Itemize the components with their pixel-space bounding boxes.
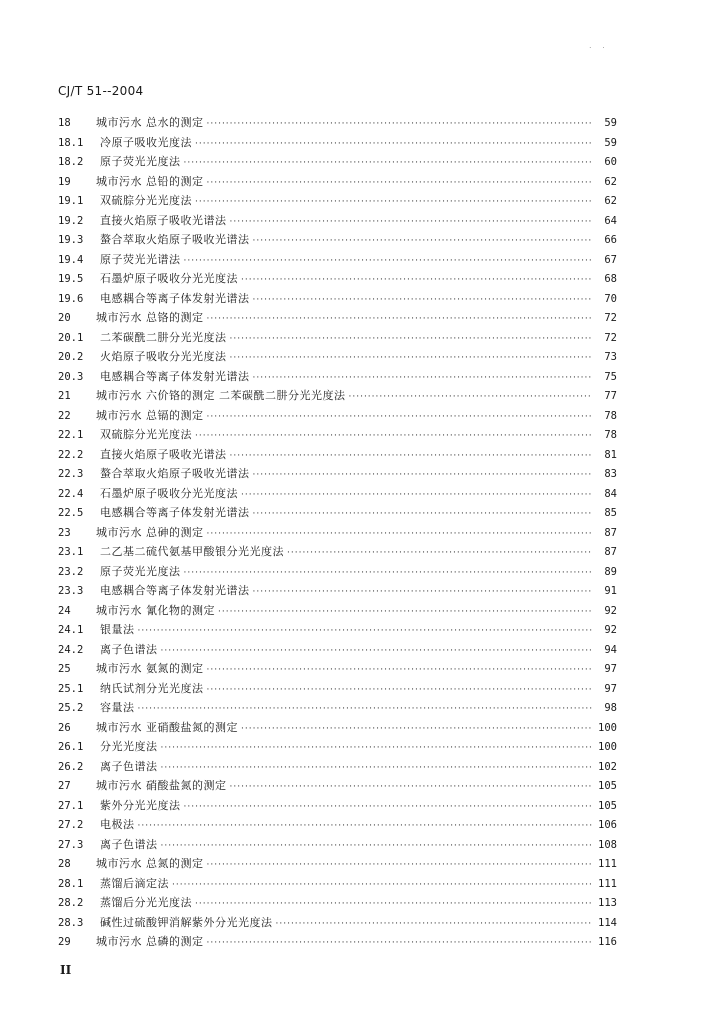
toc-dot-leader — [230, 330, 593, 350]
toc-entry-number: 19.1 — [58, 195, 84, 207]
toc-entry-page: 66 — [604, 234, 617, 246]
toc-entry[interactable] — [58, 172, 617, 192]
toc-dot-leader — [230, 447, 593, 467]
toc-entry-title: 蒸馏后滴定法 — [100, 876, 169, 890]
toc-entry[interactable] — [58, 698, 617, 718]
toc-entry-page: 102 — [598, 760, 617, 773]
toc-entry[interactable] — [58, 893, 617, 913]
toc-entry-title: 城市污水 六价铬的测定 二苯碳酰二肼分光光度法 — [96, 389, 346, 402]
toc-entry-page: 62 — [604, 195, 617, 207]
toc-entry-page: 62 — [604, 175, 617, 188]
toc-entry[interactable] — [58, 152, 617, 172]
toc-dot-leader — [241, 720, 592, 740]
toc-entry[interactable] — [58, 367, 617, 387]
toc-entry-page: 81 — [604, 448, 617, 461]
toc-entry-page: 114 — [598, 916, 617, 929]
toc-entry-title: 离子色谱法 — [100, 759, 158, 773]
toc-entry-number: 23.3 — [58, 585, 84, 597]
toc-entry-page: 87 — [604, 546, 617, 558]
toc-entry-title: 城市污水 总铅的测定 — [96, 174, 204, 188]
toc-entry[interactable] — [58, 191, 617, 211]
toc-entry[interactable] — [58, 386, 617, 406]
toc-entry[interactable] — [58, 523, 617, 543]
toc-entry-page: 59 — [604, 117, 617, 129]
toc-entry-number: 28.3 — [58, 916, 84, 929]
toc-entry-number: 28.1 — [58, 877, 84, 890]
toc-dot-leader — [184, 798, 593, 818]
toc-entry[interactable] — [58, 503, 617, 523]
toc-entry-page: 91 — [604, 585, 617, 597]
toc-entry-title: 紫外分光光度法 — [100, 798, 181, 812]
toc-entry-number: 27.1 — [58, 799, 84, 812]
toc-dot-leader — [207, 661, 593, 681]
toc-entry[interactable] — [58, 562, 617, 582]
toc-entry-number: 19.2 — [58, 214, 84, 227]
toc-entry-number: 24 — [58, 604, 71, 617]
toc-entry-page: 105 — [598, 780, 617, 792]
toc-dot-leader — [253, 505, 593, 525]
toc-entry-number: 22.1 — [58, 429, 84, 441]
toc-entry-page: 68 — [604, 273, 617, 285]
toc-entry-page: 100 — [598, 741, 617, 753]
toc-entry-title: 螯合萃取火焰原子吸收光谱法 — [100, 467, 250, 480]
toc-entry[interactable] — [58, 542, 617, 562]
toc-dot-leader — [253, 583, 593, 603]
toc-entry-title: 石墨炉原子吸收分光光度法 — [100, 486, 238, 500]
toc-dot-leader — [195, 135, 592, 155]
toc-entry-page: 113 — [598, 897, 617, 909]
toc-dot-leader — [241, 486, 592, 506]
toc-entry-number: 25 — [58, 663, 71, 675]
toc-dot-leader — [230, 349, 593, 369]
toc-entry[interactable] — [58, 445, 617, 465]
toc-entry[interactable] — [58, 913, 617, 933]
toc-dot-leader — [138, 817, 593, 837]
toc-dot-leader — [195, 193, 592, 213]
toc-entry-number: 20.3 — [58, 370, 84, 383]
toc-dot-leader — [207, 934, 593, 954]
toc-entry[interactable] — [58, 464, 617, 484]
toc-entry-number: 19.5 — [58, 273, 84, 285]
toc-entry-number: 19.6 — [58, 292, 84, 305]
toc-entry-number: 24.2 — [58, 643, 84, 656]
toc-entry-page: 111 — [598, 877, 617, 890]
toc-entry[interactable] — [58, 269, 617, 289]
toc-dot-leader — [184, 252, 593, 272]
toc-entry-number: 20.2 — [58, 351, 84, 363]
toc-dot-leader — [207, 115, 593, 135]
toc-entry-page: 78 — [604, 409, 617, 422]
scan-marks: . . — [589, 41, 609, 50]
toc-entry-title: 原子荧光光度法 — [100, 564, 181, 578]
toc-entry-page: 108 — [598, 838, 617, 851]
toc-entry-page: 83 — [604, 468, 617, 480]
toc-entry-number: 26.1 — [58, 741, 84, 753]
toc-entry-page: 97 — [604, 663, 617, 675]
toc-entry-number: 23.2 — [58, 565, 84, 578]
toc-entry-page: 111 — [598, 858, 617, 870]
toc-entry-number: 23 — [58, 526, 71, 539]
toc-entry-page: 89 — [604, 565, 617, 578]
toc-entry-page: 60 — [604, 156, 617, 168]
toc-entry-page: 100 — [598, 721, 617, 734]
toc-entry-number: 19.4 — [58, 253, 84, 266]
toc-entry-page: 73 — [604, 351, 617, 363]
toc-entry[interactable] — [58, 835, 617, 855]
toc-entry-title: 电极法 — [100, 818, 135, 831]
toc-entry-page: 97 — [604, 682, 617, 695]
toc-entry-page: 84 — [604, 487, 617, 500]
toc-entry[interactable] — [58, 250, 617, 270]
toc-entry-title: 直接火焰原子吸收光谱法 — [100, 447, 227, 461]
toc-dot-leader — [195, 427, 592, 447]
toc-entry[interactable] — [58, 854, 617, 874]
toc-entry-number: 25.1 — [58, 682, 84, 695]
toc-entry[interactable] — [58, 620, 617, 640]
toc-entry-number: 27.2 — [58, 819, 84, 831]
toc-entry-number: 21 — [58, 390, 71, 402]
toc-entry-number: 22.5 — [58, 507, 84, 519]
toc-entry-number: 24.1 — [58, 624, 84, 636]
toc-dot-leader — [161, 739, 593, 759]
toc-entry[interactable] — [58, 289, 617, 309]
toc-entry[interactable] — [58, 133, 617, 153]
toc-entry-number: 22.2 — [58, 448, 84, 461]
toc-entry-title: 蒸馏后分光光度法 — [100, 896, 192, 909]
standard-code-header: CJ/T 51--2004 — [58, 84, 144, 98]
toc-dot-leader — [253, 232, 593, 252]
toc-dot-leader — [207, 310, 593, 330]
toc-dot-leader — [207, 681, 593, 701]
toc-dot-leader — [207, 856, 593, 876]
toc-entry-title: 城市污水 氰化物的测定 — [96, 603, 215, 617]
toc-entry-title: 城市污水 氨氮的测定 — [96, 662, 204, 675]
toc-entry-title: 电感耦合等离子体发射光谱法 — [100, 369, 250, 383]
toc-entry-number: 25.2 — [58, 702, 84, 714]
toc-entry-title: 城市污水 总水的测定 — [96, 116, 204, 129]
toc-entry[interactable] — [58, 601, 617, 621]
toc-entry[interactable] — [58, 113, 617, 133]
toc-entry-title: 城市污水 总砷的测定 — [96, 525, 204, 539]
toc-entry-page: 85 — [604, 507, 617, 519]
toc-entry-number: 18.2 — [58, 156, 84, 168]
toc-entry-title: 城市污水 总铬的测定 — [96, 311, 204, 324]
toc-dot-leader — [276, 915, 593, 935]
toc-entry-title: 电感耦合等离子体发射光谱法 — [100, 506, 250, 519]
toc-entry-title: 纳氏试剂分光光度法 — [100, 681, 204, 695]
toc-entry-page: 106 — [598, 819, 617, 831]
toc-entry[interactable] — [58, 425, 617, 445]
toc-entry-page: 116 — [598, 936, 617, 948]
toc-dot-leader — [161, 642, 593, 662]
toc-entry[interactable] — [58, 640, 617, 660]
toc-entry-title: 电感耦合等离子体发射光谱法 — [100, 291, 250, 305]
toc-entry-title: 螯合萃取火焰原子吸收光谱法 — [100, 233, 250, 246]
toc-dot-leader — [287, 544, 592, 564]
toc-entry[interactable] — [58, 484, 617, 504]
toc-entry-number: 20 — [58, 312, 71, 324]
toc-entry-page: 94 — [604, 643, 617, 656]
toc-entry-number: 26 — [58, 721, 71, 734]
toc-entry[interactable] — [58, 932, 617, 952]
toc-dot-leader — [253, 466, 593, 486]
toc-dot-leader — [161, 837, 593, 857]
toc-entry-number: 27.3 — [58, 838, 84, 851]
toc-entry-number: 26.2 — [58, 760, 84, 773]
toc-entry-number: 22 — [58, 409, 71, 422]
toc-entry-number: 28.2 — [58, 897, 84, 909]
toc-entry[interactable] — [58, 211, 617, 231]
toc-dot-leader — [253, 291, 593, 311]
toc-entry-title: 双硫腙分光光度法 — [100, 428, 192, 441]
toc-entry-page: 72 — [604, 331, 617, 344]
toc-entry-page: 67 — [604, 253, 617, 266]
toc-entry[interactable] — [58, 581, 617, 601]
toc-dot-leader — [207, 408, 593, 428]
toc-entry-page: 78 — [604, 429, 617, 441]
toc-entry[interactable] — [58, 815, 617, 835]
toc-entry-title: 离子色谱法 — [100, 837, 158, 851]
table-of-contents — [58, 113, 617, 952]
toc-dot-leader — [172, 876, 592, 896]
toc-entry-title: 银量法 — [100, 623, 135, 636]
toc-entry[interactable] — [58, 679, 617, 699]
toc-entry-number: 20.1 — [58, 331, 84, 344]
toc-entry-title: 离子色谱法 — [100, 642, 158, 656]
toc-entry-number: 29 — [58, 936, 71, 948]
toc-entry-number: 22.4 — [58, 487, 84, 500]
toc-entry[interactable] — [58, 874, 617, 894]
toc-entry-page: 59 — [604, 136, 617, 149]
toc-entry[interactable] — [58, 328, 617, 348]
toc-entry-title: 双硫腙分光光度法 — [100, 194, 192, 207]
toc-entry-page: 105 — [598, 799, 617, 812]
toc-entry-title: 碱性过硫酸钾消解紫外分光光度法 — [100, 915, 273, 929]
toc-entry-title: 城市污水 总氮的测定 — [96, 857, 204, 870]
toc-entry-title: 电感耦合等离子体发射光谱法 — [100, 584, 250, 597]
toc-entry[interactable] — [58, 308, 617, 328]
toc-dot-leader — [207, 174, 593, 194]
toc-entry-number: 27 — [58, 780, 71, 792]
toc-entry-page: 72 — [604, 312, 617, 324]
toc-entry-title: 冷原子吸收光度法 — [100, 135, 192, 149]
toc-entry-page: 92 — [604, 624, 617, 636]
toc-entry[interactable] — [58, 659, 617, 679]
toc-entry-title: 城市污水 总磷的测定 — [96, 935, 204, 948]
toc-entry-number: 18 — [58, 117, 71, 129]
toc-entry[interactable] — [58, 347, 617, 367]
toc-entry-title: 二苯碳酰二肼分光光度法 — [100, 330, 227, 344]
toc-entry-title: 分光光度法 — [100, 740, 158, 753]
toc-entry-number: 22.3 — [58, 468, 84, 480]
toc-entry[interactable] — [58, 230, 617, 250]
toc-entry-title: 原子荧光光度法 — [100, 155, 181, 168]
toc-dot-leader — [230, 778, 593, 798]
page-number-roman: II — [60, 963, 72, 977]
toc-entry-title: 城市污水 硝酸盐氮的测定 — [96, 779, 227, 792]
toc-entry-title: 城市污水 总镉的测定 — [96, 408, 204, 422]
toc-entry-page: 87 — [604, 526, 617, 539]
toc-entry-page: 92 — [604, 604, 617, 617]
toc-entry-title: 原子荧光光谱法 — [100, 252, 181, 266]
toc-entry-number: 19 — [58, 175, 71, 188]
toc-dot-leader — [349, 388, 593, 408]
toc-entry-number: 18.1 — [58, 136, 84, 149]
toc-dot-leader — [241, 271, 592, 291]
toc-entry-page: 64 — [604, 214, 617, 227]
toc-entry[interactable] — [58, 757, 617, 777]
toc-entry-number: 28 — [58, 858, 71, 870]
toc-entry-title: 火焰原子吸收分光光度法 — [100, 350, 227, 363]
toc-entry-page: 70 — [604, 292, 617, 305]
toc-entry-title: 石墨炉原子吸收分光光度法 — [100, 272, 238, 285]
toc-entry-title: 直接火焰原子吸收光谱法 — [100, 213, 227, 227]
toc-entry-page: 98 — [604, 702, 617, 714]
toc-entry-title: 城市污水 亚硝酸盐氮的测定 — [96, 720, 238, 734]
toc-dot-leader — [138, 622, 593, 642]
toc-entry-page: 77 — [604, 390, 617, 402]
toc-entry-number: 23.1 — [58, 546, 84, 558]
toc-entry-title: 容量法 — [100, 701, 135, 714]
toc-dot-leader — [218, 603, 592, 623]
toc-entry[interactable] — [58, 718, 617, 738]
toc-entry-title: 二乙基二硫代氨基甲酸银分光光度法 — [100, 545, 284, 558]
toc-entry[interactable] — [58, 776, 617, 796]
toc-entry[interactable] — [58, 737, 617, 757]
toc-entry[interactable] — [58, 406, 617, 426]
toc-entry-page: 75 — [604, 370, 617, 383]
toc-entry[interactable] — [58, 796, 617, 816]
toc-dot-leader — [230, 213, 593, 233]
toc-dot-leader — [184, 154, 593, 174]
toc-entry-number: 19.3 — [58, 234, 84, 246]
